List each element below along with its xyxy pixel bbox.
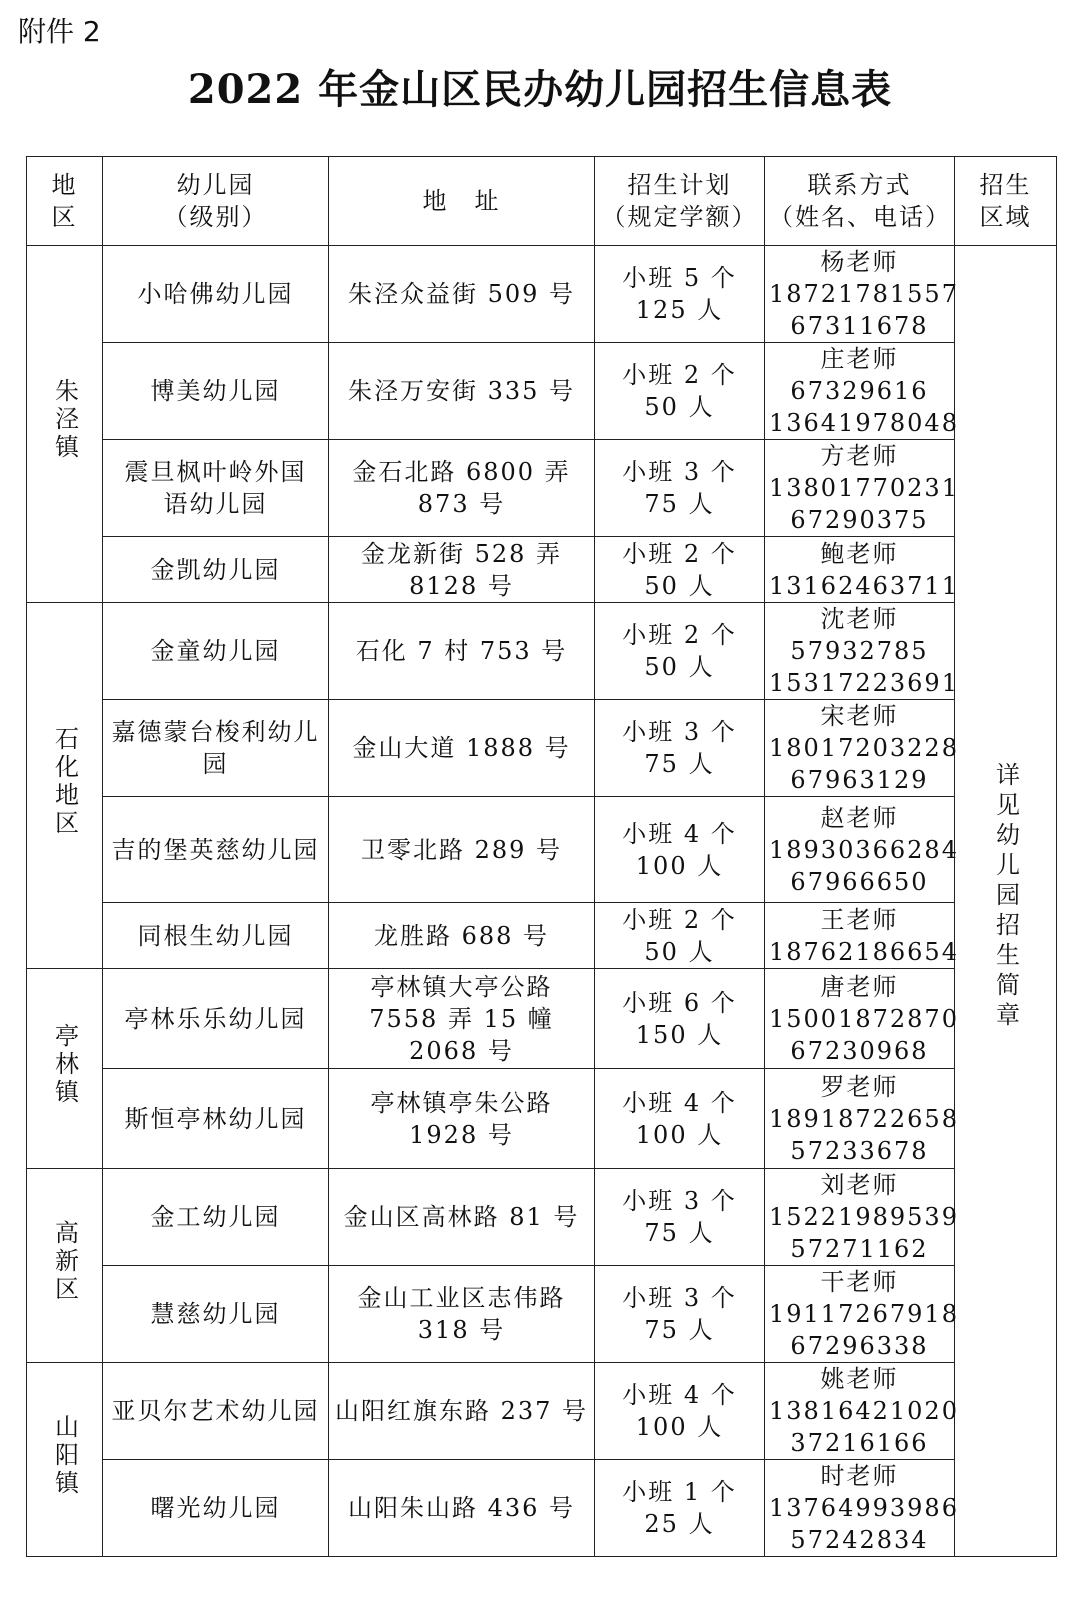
kindergarten-name: 金工幼儿园 — [103, 1169, 329, 1266]
table-row — [27, 1169, 1057, 1266]
kindergarten-name: 慧慈幼儿园 — [103, 1266, 329, 1363]
enrollment-zone: 详见幼儿园招生简章 — [991, 762, 1020, 1032]
kindergarten-name: 同根生幼儿园 — [103, 903, 329, 969]
enrollment-plan: 小班 3 个 75 人 — [595, 1169, 765, 1266]
contact-info: 鲍老师 13162463711 — [765, 537, 955, 603]
contact-info: 姚老师 13816421020 37216166 — [765, 1363, 955, 1460]
contact-info: 杨老师 18721781557 67311678 — [765, 246, 955, 343]
page-title: 2022 年金山区民办幼儿园招生信息表 — [187, 66, 893, 113]
contact-info: 方老师 13801770231 67290375 — [765, 440, 955, 537]
contact-info: 时老师 13764993986 57242834 — [765, 1460, 955, 1557]
header-contact: 联系方式 （姓名、电话） — [765, 157, 955, 246]
address: 龙胜路 688 号 — [329, 903, 595, 969]
district-cell — [27, 969, 103, 1169]
contact-info: 宋老师 18017203228 67963129 — [765, 700, 955, 797]
enrollment-plan: 小班 2 个 50 人 — [595, 903, 765, 969]
address: 金山区高林路 81 号 — [329, 1169, 595, 1266]
address: 金山大道 1888 号 — [329, 700, 595, 797]
district-name: 亭林镇 — [50, 1022, 79, 1107]
table-row — [27, 343, 1057, 440]
enrollment-plan: 小班 3 个 75 人 — [595, 700, 765, 797]
table-row — [27, 246, 1057, 343]
header-district: 地 区 — [27, 157, 103, 246]
address: 金石北路 6800 弄 873 号 — [329, 440, 595, 537]
district-name: 石化地区 — [50, 725, 79, 838]
enrollment-plan: 小班 2 个 50 人 — [595, 603, 765, 700]
address: 朱泾万安街 335 号 — [329, 343, 595, 440]
table-row — [27, 1069, 1057, 1169]
table-row — [27, 797, 1057, 903]
header-address: 地 址 — [329, 157, 595, 246]
enrollment-plan: 小班 5 个 125 人 — [595, 246, 765, 343]
table-row — [27, 603, 1057, 700]
enrollment-plan: 小班 4 个 100 人 — [595, 797, 765, 903]
enrollment-plan: 小班 2 个 50 人 — [595, 537, 765, 603]
contact-info: 唐老师 15001872870 67230968 — [765, 969, 955, 1069]
contact-info: 庄老师 67329616 13641978048 — [765, 343, 955, 440]
enrollment-plan: 小班 1 个 25 人 — [595, 1460, 765, 1557]
address: 亭林镇大亭公路 7558 弄 15 幢 2068 号 — [329, 969, 595, 1069]
kindergarten-name: 亚贝尔艺术幼儿园 — [103, 1363, 329, 1460]
contact-info: 干老师 19117267918 67296338 — [765, 1266, 955, 1363]
kindergarten-name: 曙光幼儿园 — [103, 1460, 329, 1557]
enrollment-table — [26, 156, 1057, 1557]
table-row — [27, 1460, 1057, 1557]
address: 金龙新街 528 弄 8128 号 — [329, 537, 595, 603]
enrollment-plan: 小班 4 个 100 人 — [595, 1069, 765, 1169]
kindergarten-name: 金凯幼儿园 — [103, 537, 329, 603]
kindergarten-name: 嘉德蒙台梭利幼儿园 — [103, 700, 329, 797]
district-cell — [27, 1169, 103, 1363]
address: 山阳朱山路 436 号 — [329, 1460, 595, 1557]
address: 朱泾众益街 509 号 — [329, 246, 595, 343]
kindergarten-name: 金童幼儿园 — [103, 603, 329, 700]
enrollment-plan: 小班 3 个 75 人 — [595, 1266, 765, 1363]
address: 卫零北路 289 号 — [329, 797, 595, 903]
table-row — [27, 440, 1057, 537]
enrollment-zone-cell — [955, 246, 1057, 1557]
address: 石化 7 村 753 号 — [329, 603, 595, 700]
enrollment-plan: 小班 2 个 50 人 — [595, 343, 765, 440]
contact-info: 沈老师 57932785 15317223691 — [765, 603, 955, 700]
table-row — [27, 1363, 1057, 1460]
contact-info: 刘老师 15221989539 57271162 — [765, 1169, 955, 1266]
district-name: 高新区 — [50, 1219, 79, 1304]
enrollment-plan: 小班 4 个 100 人 — [595, 1363, 765, 1460]
district-cell — [27, 1363, 103, 1557]
kindergarten-name: 斯恒亭林幼儿园 — [103, 1069, 329, 1169]
address: 金山工业区志伟路 318 号 — [329, 1266, 595, 1363]
table-row — [27, 537, 1057, 603]
enrollment-plan: 小班 6 个 150 人 — [595, 969, 765, 1069]
table-row — [27, 969, 1057, 1069]
header-zone: 招生 区域 — [955, 157, 1057, 246]
header-row — [27, 157, 1057, 246]
address: 山阳红旗东路 237 号 — [329, 1363, 595, 1460]
kindergarten-name: 小哈佛幼儿园 — [103, 246, 329, 343]
kindergarten-name: 震旦枫叶岭外国 语幼儿园 — [103, 440, 329, 537]
contact-info: 王老师 18762186654 — [765, 903, 955, 969]
kindergarten-name: 博美幼儿园 — [103, 343, 329, 440]
table-body — [27, 246, 1057, 1557]
table-row — [27, 700, 1057, 797]
attachment-label: 附件 2 — [18, 15, 101, 48]
kindergarten-name: 亭林乐乐幼儿园 — [103, 969, 329, 1069]
header-kindergarten: 幼儿园 （级别） — [103, 157, 329, 246]
header-plan: 招生计划 （规定学额） — [595, 157, 765, 246]
contact-info: 罗老师 18918722658 57233678 — [765, 1069, 955, 1169]
district-name: 朱泾镇 — [50, 378, 79, 462]
contact-info: 赵老师 18930366284 67966650 — [765, 797, 955, 903]
table-row — [27, 903, 1057, 969]
table-row — [27, 1266, 1057, 1363]
enrollment-plan: 小班 3 个 75 人 — [595, 440, 765, 537]
district-cell — [27, 246, 103, 603]
kindergarten-name: 吉的堡英慈幼儿园 — [103, 797, 329, 903]
district-cell — [27, 603, 103, 969]
district-name: 山阳镇 — [50, 1413, 79, 1498]
address: 亭林镇亭朱公路 1928 号 — [329, 1069, 595, 1169]
